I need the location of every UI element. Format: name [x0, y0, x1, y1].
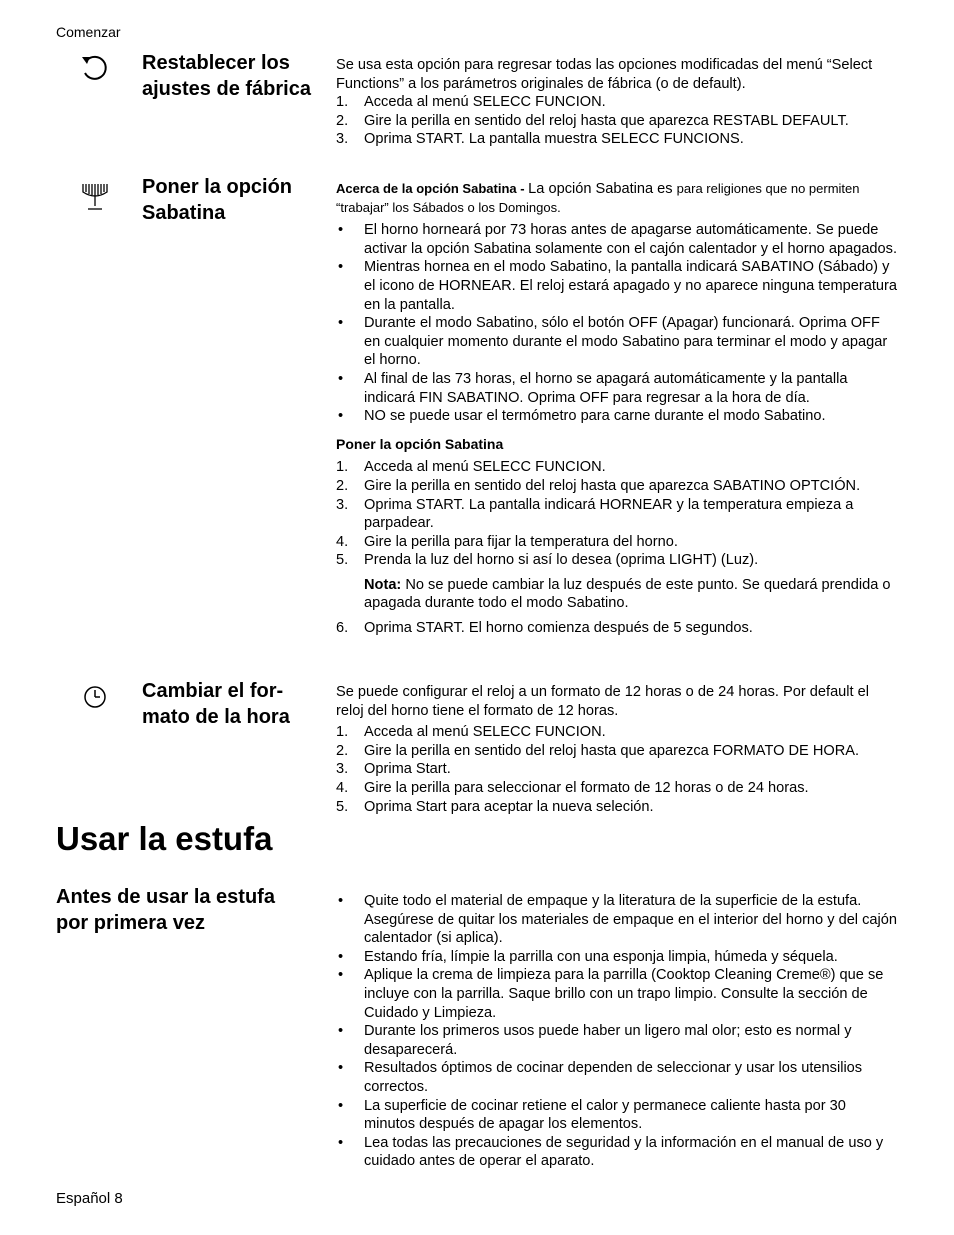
list-item [336, 496, 898, 533]
list-item [336, 966, 898, 1022]
step-number: 4. [336, 779, 349, 796]
list-item-text: Acceda al menú SELECC FUNCION. [364, 724, 606, 741]
list-item-text: Gire la perilla para fijar la temperatura del horno. [364, 533, 678, 550]
list-item [336, 892, 898, 948]
list-item-text: Oprima Start para aceptar la nueva seleción. [364, 798, 654, 815]
step-number: 2. [336, 112, 349, 129]
bullet-marker: • [338, 1023, 344, 1040]
step-number: 5. [336, 798, 349, 815]
menorah-icon [78, 178, 112, 212]
list-item [336, 93, 898, 112]
page-number: Español 8 [56, 1190, 123, 1207]
step-number: 3. [336, 761, 349, 778]
list-item [336, 370, 898, 407]
step-number: 1. [336, 94, 349, 111]
about-paragraph: Acerca de la opción Sabatina - La opción Sabatina es para religiones que no permiten “trabajar” los Sábados o los Domingos. [336, 181, 860, 215]
bullet-marker: • [338, 948, 344, 965]
numbered-list [336, 723, 898, 816]
bullet-marker: • [338, 370, 344, 387]
list-item-text: Acceda al menú SELECC FUNCION. [364, 94, 606, 111]
list-item [336, 779, 898, 798]
list-item [336, 112, 898, 131]
step-number: 3. [336, 131, 349, 148]
list-item-text: Quite todo el material de empaque y la literatura de la superficie de la estufa. Asegúrese de quitar los materiales de empaque en el interior del horno y del cajón calentador (si aplica). [364, 893, 897, 947]
list-item [336, 1134, 898, 1171]
list-item [336, 314, 898, 370]
clock-icon [78, 680, 112, 714]
list-item-text: Lea todas las precauciones de seguridad y la información en el manual de uso y cuidado antes de operar el aparato. [364, 1134, 884, 1170]
list-item-text: Oprima START. La pantalla muestra SELECC FUNCIONS. [364, 131, 744, 148]
list-item [336, 258, 898, 314]
list-item [336, 130, 898, 149]
bullet-marker: • [338, 1134, 344, 1151]
paragraph: Se puede configurar el reloj a un formato de 12 horas o de 24 horas. Por default el reloj del horno tiene el formato de 12 horas. [336, 684, 870, 719]
reset-icon [78, 52, 112, 86]
list-item-text: Durante los primeros usos puede haber un ligero mal olor; esto es normal y desaparecerá. [364, 1023, 852, 1058]
list-item [336, 1059, 898, 1096]
list-item-text: Oprima Start. [364, 761, 451, 778]
list-item-text: Oprima START. La pantalla indicará HORNEAR y la temperatura empieza a parpadear. [364, 496, 854, 532]
bullet-marker: • [338, 1060, 344, 1077]
list-item [336, 948, 898, 967]
bullet-marker: • [338, 967, 344, 984]
numbered-list [336, 458, 898, 570]
step-number: 1. [336, 724, 349, 741]
chapter-title: Usar la estufa [56, 820, 273, 857]
list-item [336, 551, 898, 570]
list-item [336, 477, 898, 496]
list-item-text: Gire la perilla en sentido del reloj hasta que aparezca SABATINO OPTCIÓN. [364, 477, 861, 494]
list-item [336, 407, 898, 426]
bullet-marker: • [338, 1097, 344, 1114]
bullet-marker: • [338, 893, 344, 909]
list-item [336, 798, 898, 817]
list-item-text: Gire la perilla para seleccionar el formato de 12 horas o de 24 horas. [364, 779, 809, 796]
paragraph: Se usa esta opción para regresar todas las opciones modificadas del menú “Select Functions” a los parámetros originales de fábrica (o de default). [336, 57, 873, 92]
bullet-list [336, 221, 898, 426]
list-item [336, 533, 898, 552]
section-body-restablecer [336, 56, 898, 149]
list-item-text: Prenda la luz del horno si así lo desea (oprima LIGHT) (Luz). [364, 552, 759, 569]
section-title-restablecer: Restablecer los ajustes de fábrica [142, 52, 311, 100]
list-item-text: Estando fría, límpie la parrilla con una esponja limpia, húmeda y séquela. [364, 948, 838, 965]
list-item [336, 221, 898, 258]
note-paragraph: Nota: No se puede cambiar la luz después de este punto. Se quedará prendida o apagada durante todo el modo Sabatino. [364, 576, 891, 612]
list-item-text: Mientras hornea en el modo Sabatino, la pantalla indicará SABATINO (Sábado) y el icono de HORNEAR. El reloj estará apagado y no aparece ninguna temperatura en la pantalla. [364, 259, 897, 313]
bullet-list [336, 892, 898, 1171]
list-item-text: Aplique la crema de limpieza para la parrilla (Cooktop Cleaning Creme®) que se incluye con la parrilla. Saque brillo con un trapo limpio. Consulte la sección de Cuidado y Limpieza. [364, 967, 884, 1021]
list-item-text: La superficie de cocinar retiene el calor y permanece caliente hasta por 30 minutos después de apagar los elementos. [364, 1097, 846, 1133]
list-item-text: Resultados óptimos de cocinar dependen de seleccionar y usar los utensilios correctos. [364, 1060, 863, 1095]
numbered-list [336, 93, 898, 149]
bullet-marker: • [338, 408, 344, 425]
step-number: 2. [336, 477, 349, 494]
list-item [336, 723, 898, 742]
subheading: Poner la opción Sabatina [336, 435, 504, 452]
section-body-formato [336, 683, 898, 816]
list-item-text: Durante el modo Sabatino, sólo el botón OFF (Apagar) funcionará. Oprima OFF en cualquier momento durante el modo Sabatino para terminar el modo y apagar el horno. [364, 315, 888, 369]
bullet-marker: • [338, 222, 344, 239]
list-item [336, 458, 898, 477]
list-item [336, 760, 898, 779]
step-number: 3. [336, 496, 349, 513]
running-header: Comenzar [56, 24, 121, 40]
section-title-sabatina: Poner la opción Sabatina [142, 176, 293, 224]
list-item: 6. Oprima START. El horno comienza después de 5 segundos. [336, 620, 753, 637]
section-title-antes: Antes de usar la estufa por primera vez [56, 886, 275, 934]
list-item-text: El horno horneará por 73 horas antes de apagarse automáticamente. Se puede activar la opción Sabatina solamente con el cajón calentador y el horno apagados. [364, 222, 898, 257]
list-item-text: NO se puede usar el termómetro para carne durante el modo Sabatino. [364, 408, 826, 425]
step-number: 5. [336, 552, 349, 569]
bullet-marker: • [338, 315, 344, 332]
list-item-text: Acceda al menú SELECC FUNCION. [364, 459, 606, 476]
bullet-marker: • [338, 259, 344, 276]
step-number: 4. [336, 533, 349, 550]
step-number: 2. [336, 742, 349, 759]
list-item-text: Gire la perilla en sentido del reloj hasta que aparezca FORMATO DE HORA. [364, 742, 860, 759]
section-title-formato: Cambiar el for- mato de la hora [142, 680, 290, 728]
list-item [336, 1022, 898, 1059]
list-item-text: Gire la perilla en sentido del reloj hasta que aparezca RESTABL DEFAULT. [364, 112, 849, 129]
list-item [336, 1097, 898, 1134]
section-body-antes [336, 892, 898, 1171]
list-item-text: Al final de las 73 horas, el horno se apagará automáticamente y la pantalla indicará FIN SABATINO. Oprima OFF para regresar a la hora de día. [364, 370, 848, 406]
list-item [336, 742, 898, 761]
section-body-sabatina [336, 180, 898, 638]
step-number: 1. [336, 459, 349, 476]
